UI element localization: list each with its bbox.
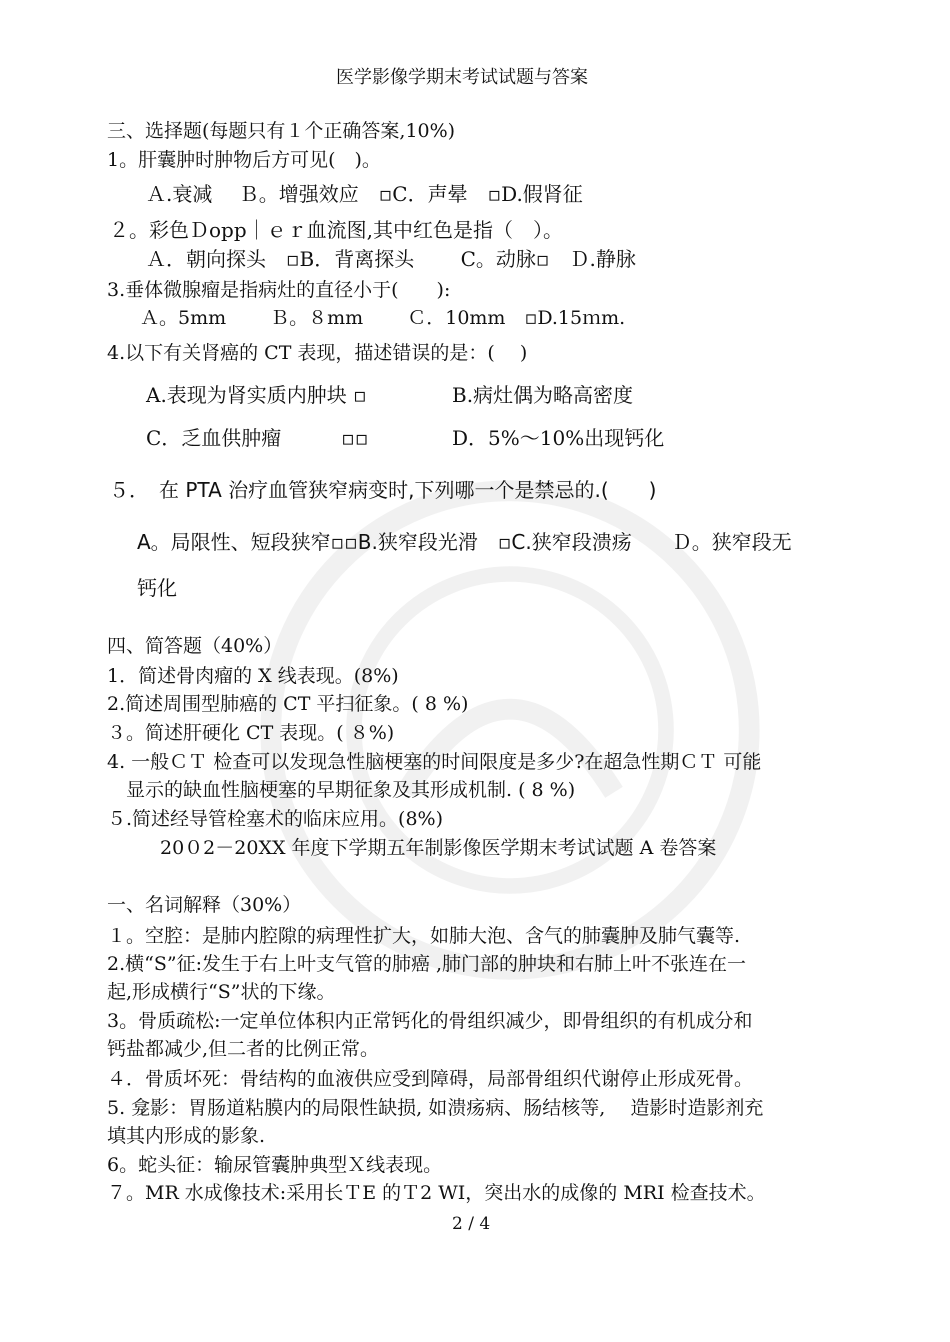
q4-stem: 4.以下有关肾癌的 CT 表现，描述错误的是：( ) [107,342,528,364]
answer-2-line2: 起,形成横行“S”状的下缘。 [107,981,336,1003]
answer-3-line1: 3。骨质疏松:一定单位体积内正常钙化的骨组织减少，即骨组织的有机成分和 [107,1010,753,1032]
page-number: 2 / 4 [452,1214,491,1234]
q5-options-cont: 钙化 [137,576,177,600]
answer-5-line2: 填其内形成的影象. [107,1125,266,1147]
section4-q1: 1．简述骨肉瘤的 X 线表现。(8%) [107,665,399,687]
q4-option-a: A.表现为肾实质内肿块 ▫ [146,383,367,407]
answer-2-line1: 2.横“S”征:发生于右上叶支气管的肺癌 ,肺门部的肿块和右肺上叶不张连在一 [107,953,747,975]
q5-options: A。局限性、短段狭窄▫▫B.狭窄段光滑 ▫C.狭窄段溃疡 Ｄ。狭窄段无 [137,530,792,554]
answer-1: １。空腔：是肺内腔隙的病理性扩大，如肺大泡、含气的肺囊肿及肺气囊等. [107,925,741,947]
answer-4: ４．骨质坏死：骨结构的血液供应受到障碍，局部骨组织代谢停止形成死骨。 [107,1068,754,1090]
section4-q4-line2: 显示的缺血性脑梗塞的早期征象及其形成机制. ( 8 %) [126,779,576,801]
q1-stem: 1。肝囊肿时肿物后方可见( )。 [107,149,381,171]
q1-options: Ａ.衰减 Ｂ。增强效应 ▫C．声晕 ▫D.假肾征 [146,182,583,206]
answer-3-line2: 钙盐都减少,但二者的比例正常。 [107,1038,380,1060]
q4-option-c: C．乏血供肿瘤 ▫▫ [146,426,369,450]
section4-q2: 2.简述周围型肺癌的 CT 平扫征象。( 8 %) [107,693,469,715]
section4-q5: ５.简述经导管栓塞术的临床应用。(8%) [107,808,444,830]
q4-option-b: B.病灶偶为略高密度 [452,383,634,407]
section4-heading: 四、简答题（40%） [107,635,283,657]
answer-6: 6。蛇头征：输尿管囊肿典型Ｘ线表现。 [107,1154,443,1176]
q4-option-d: D．5%～10%出现钙化 [452,426,665,450]
answer-5-line1: 5. 龛影：胃肠道粘膜内的局限性缺损, 如溃疡病、肠结核等, 造影时造影剂充 [107,1097,764,1119]
section4-q4-line1: 4. 一般ＣＴ 检查可以发现急性脑梗塞的时间限度是多少?在超急性期ＣＴ 可能 [107,751,762,773]
page-header-title: 医学影像学期末考试试题与答案 [336,67,588,88]
q2-stem: ２。彩色Ｄopp｜ｅｒ血流图,其中红色是指（ ）。 [109,218,564,242]
q2-options: Ａ．朝向探头 ▫B．背离探头 C。动脉▫ Ｄ.静脉 [146,247,636,271]
section3-heading: 三、选择题(每题只有１个正确答案,10%) [107,120,456,142]
section4-q3: ３。简述肝硬化 CT 表现。( ８%) [107,722,395,744]
q5-stem: ５． 在 PTA 治疗血管狭窄病变时,下列哪一个是禁忌的.( ) [109,478,657,502]
q3-options: Ａ。5mm Ｂ。８mm Ｃ．10mm ▫D.15ｍm. [140,307,626,329]
answer-key-title: 20０2－20XX 年度下学期五年制影像医学期末考试试题 A 卷答案 [160,837,717,859]
q3-stem: 3.垂体微腺瘤是指病灶的直径小于( ): [107,279,451,301]
answer-7: ７。MR 水成像技术:采用长ＴE 的Ｔ2 WI，突出水的成像的 MRI 检查技术。 [107,1182,766,1204]
section1-heading: 一、名词解释（30%） [107,894,302,916]
